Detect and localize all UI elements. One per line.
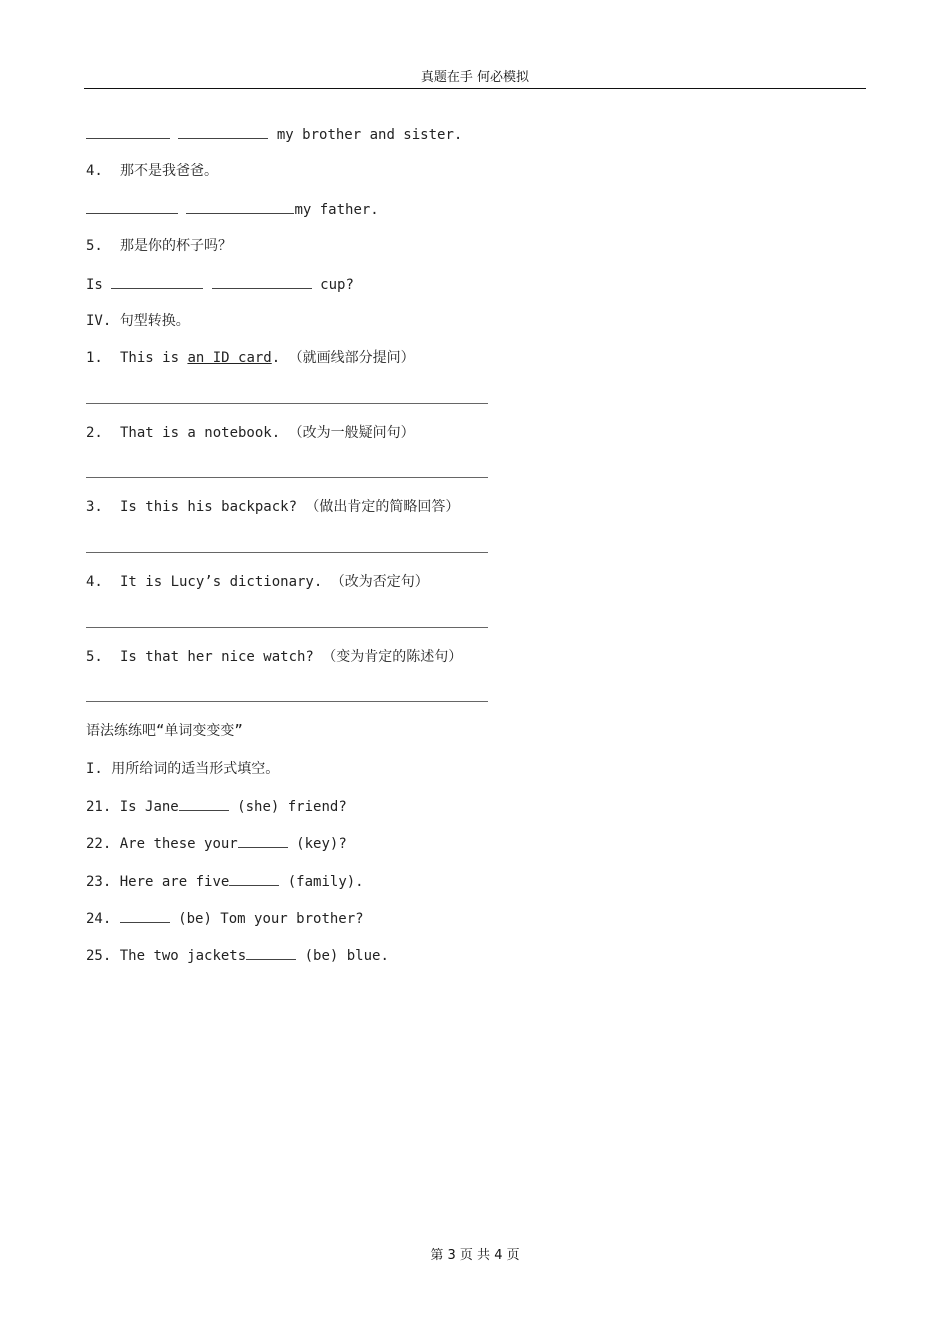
answer-blank[interactable] (238, 833, 288, 848)
answer-text: Is (86, 277, 112, 293)
answer-line[interactable] (86, 701, 488, 702)
transform-q1 (86, 348, 415, 368)
question-number: 24. (86, 911, 112, 927)
question-number: 23. (86, 874, 112, 890)
question-number: 25. (86, 948, 112, 964)
question-text: That is a notebook. （改为一般疑问句） (120, 425, 415, 441)
question-number: 1. (86, 350, 103, 366)
q4-prompt (86, 161, 218, 181)
question-text: 那是你的杯子吗？ (120, 238, 232, 254)
transform-q3 (86, 497, 459, 517)
page-footer: 第 3 页 共 4 页 (430, 1248, 520, 1263)
q4-answer-line (86, 199, 379, 220)
answer-blank[interactable] (246, 945, 296, 960)
header-divider (84, 88, 866, 89)
answer-line[interactable] (86, 403, 488, 404)
question-number: 21. (86, 799, 112, 815)
q5-answer-line (86, 274, 354, 295)
transform-q5 (86, 647, 462, 667)
section-title: IV. 句型转换。 (86, 313, 190, 329)
answer-blank[interactable] (86, 124, 170, 139)
answer-blank[interactable] (111, 274, 203, 289)
question-number: 4. (86, 574, 103, 590)
transform-q2 (86, 423, 415, 443)
answer-blank[interactable] (120, 908, 170, 923)
answer-blank[interactable] (212, 274, 312, 289)
answer-text: my father. (294, 202, 379, 218)
question-text: (family). (279, 874, 364, 890)
question-text: . （就画线部分提问） (271, 350, 415, 366)
transform-q4 (86, 572, 429, 592)
question-number: 2. (86, 425, 103, 441)
fill-q21 (86, 796, 347, 817)
grammar-heading: 语法练练吧“单词变变变” (86, 723, 243, 739)
answer-blank[interactable] (179, 796, 229, 811)
fill-q23 (86, 871, 364, 892)
answer-text: cup? (311, 277, 354, 293)
q5-prompt (86, 236, 232, 256)
question-text: 那不是我爸爸。 (120, 163, 218, 179)
answer-blank[interactable] (86, 199, 178, 214)
question-text: (be) blue. (296, 948, 389, 964)
grammar-subtitle: I. 用所给词的适当形式填空。 (86, 761, 280, 777)
question-text: Is Jane (119, 799, 179, 815)
fill-q22 (86, 833, 347, 854)
answer-text: my brother and sister. (268, 127, 463, 143)
question-text: Here are five (119, 874, 230, 890)
underlined-phrase: an ID card (187, 350, 272, 366)
question-text: Are these your (119, 836, 238, 852)
question-text: (key)? (287, 836, 347, 852)
question-number: 4. (86, 163, 103, 179)
question-text: It is Lucy’s dictionary. （改为否定句） (120, 574, 429, 590)
question-number: 5. (86, 238, 103, 254)
question-number: 3. (86, 499, 103, 515)
question-text: Is that her nice watch? （变为肯定的陈述句） (120, 649, 463, 665)
answer-blank[interactable] (178, 124, 268, 139)
question-text: Is this his backpack? （做出肯定的简略回答） (120, 499, 460, 515)
q3-answer-line (86, 124, 462, 145)
page-header: 真题在手 何必模拟 (420, 70, 530, 85)
question-text: The two jackets (119, 948, 247, 964)
answer-blank[interactable] (229, 871, 279, 886)
answer-line[interactable] (86, 477, 488, 478)
answer-line[interactable] (86, 627, 488, 628)
question-number: 22. (86, 836, 112, 852)
answer-line[interactable] (86, 552, 488, 553)
question-text: (she) friend? (228, 799, 347, 815)
fill-q24 (86, 908, 364, 929)
question-number: 5. (86, 649, 103, 665)
fill-q25 (86, 945, 389, 966)
answer-blank[interactable] (186, 199, 294, 214)
question-text: (be) Tom your brother? (169, 911, 364, 927)
question-text: This is (120, 350, 188, 366)
